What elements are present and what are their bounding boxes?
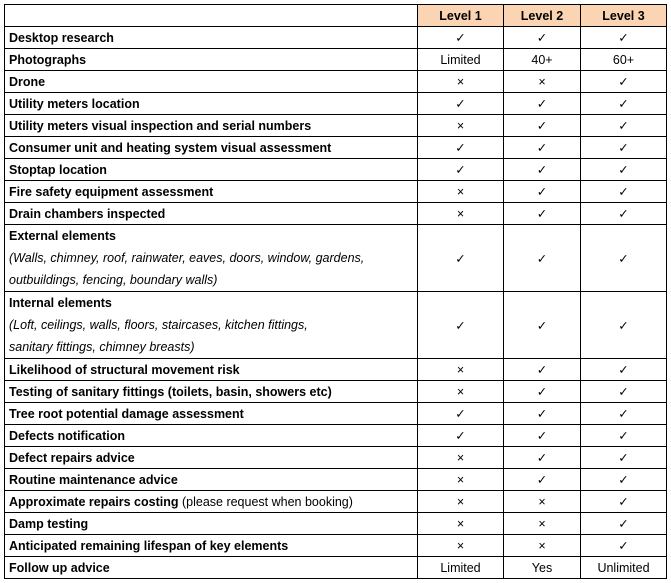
level-1-value: × bbox=[418, 359, 504, 381]
table-row bbox=[5, 137, 667, 159]
table-row bbox=[5, 535, 667, 557]
feature-label: Utility meters visual inspection and serial numbers bbox=[9, 118, 312, 133]
level-2-value: ✓ bbox=[504, 27, 581, 49]
level-1-value: ✓ bbox=[418, 27, 504, 49]
feature-detail-line: (Walls, chimney, roof, rainwater, eaves, doors, window, gardens, bbox=[9, 251, 365, 265]
feature-cell bbox=[5, 557, 418, 579]
table-row bbox=[5, 491, 667, 513]
level-2-value: × bbox=[504, 71, 581, 93]
level-2-value: × bbox=[504, 491, 581, 513]
level-3-value: ✓ bbox=[581, 225, 667, 292]
feature-label: Consumer unit and heating system visual assessment bbox=[9, 140, 332, 155]
feature-label: Follow up advice bbox=[9, 560, 110, 575]
table-row bbox=[5, 359, 667, 381]
level-3-value: Unlimited bbox=[581, 557, 667, 579]
table-row bbox=[5, 93, 667, 115]
table-row bbox=[5, 513, 667, 535]
level-3-value: ✓ bbox=[581, 292, 667, 359]
level-2-value: ✓ bbox=[504, 203, 581, 225]
level-2-value: ✓ bbox=[504, 447, 581, 469]
feature-cell bbox=[5, 137, 418, 159]
level-1-value: × bbox=[418, 513, 504, 535]
level-2-value: ✓ bbox=[504, 93, 581, 115]
level-2-value: ✓ bbox=[504, 181, 581, 203]
feature-cell bbox=[5, 225, 418, 292]
level-3-value: ✓ bbox=[581, 491, 667, 513]
feature-cell bbox=[5, 513, 418, 535]
feature-cell bbox=[5, 71, 418, 93]
feature-cell bbox=[5, 93, 418, 115]
feature-label: Defects notification bbox=[9, 428, 125, 443]
feature-label: Anticipated remaining lifespan of key elements bbox=[9, 538, 289, 553]
feature-cell bbox=[5, 535, 418, 557]
table-row bbox=[5, 381, 667, 403]
feature-label: Testing of sanitary fittings (toilets, basin, showers etc) bbox=[9, 384, 332, 399]
level-3-value: ✓ bbox=[581, 359, 667, 381]
level-1-value: ✓ bbox=[418, 225, 504, 292]
table-row bbox=[5, 27, 667, 49]
level-2-value: ✓ bbox=[504, 381, 581, 403]
feature-label: External elements bbox=[9, 229, 116, 243]
level-3-value: ✓ bbox=[581, 115, 667, 137]
feature-cell bbox=[5, 359, 418, 381]
feature-label: Desktop research bbox=[9, 30, 114, 45]
level-1-value: ✓ bbox=[418, 137, 504, 159]
level-3-value: ✓ bbox=[581, 181, 667, 203]
table-body bbox=[5, 27, 667, 579]
feature-label: Likelihood of structural movement risk bbox=[9, 362, 240, 377]
feature-cell bbox=[5, 27, 418, 49]
level-2-value: 40+ bbox=[504, 49, 581, 71]
feature-cell bbox=[5, 469, 418, 491]
level-3-value: ✓ bbox=[581, 425, 667, 447]
table-row bbox=[5, 469, 667, 491]
level-2-value: ✓ bbox=[504, 469, 581, 491]
feature-cell bbox=[5, 115, 418, 137]
level-1-value: ✓ bbox=[418, 292, 504, 359]
feature-cell bbox=[5, 292, 418, 359]
level-1-value: × bbox=[418, 491, 504, 513]
feature-label: Stoptap location bbox=[9, 162, 107, 177]
table-row bbox=[5, 115, 667, 137]
feature-cell bbox=[5, 49, 418, 71]
level-2-value: ✓ bbox=[504, 225, 581, 292]
level-2-value: Yes bbox=[504, 557, 581, 579]
feature-label: Routine maintenance advice bbox=[9, 472, 178, 487]
table-row bbox=[5, 225, 667, 292]
level-3-value: ✓ bbox=[581, 27, 667, 49]
feature-label: Defect repairs advice bbox=[9, 450, 135, 465]
feature-label: Fire safety equipment assessment bbox=[9, 184, 214, 199]
header-row bbox=[5, 5, 667, 27]
feature-cell bbox=[5, 181, 418, 203]
feature-label: Drone bbox=[9, 74, 46, 89]
level-3-value: ✓ bbox=[581, 203, 667, 225]
level-2-value: ✓ bbox=[504, 115, 581, 137]
feature-label: Internal elements bbox=[9, 296, 112, 310]
level-2-value: ✓ bbox=[504, 359, 581, 381]
level-3-value: ✓ bbox=[581, 513, 667, 535]
header-level-1: Level 1 bbox=[418, 5, 504, 27]
level-1-value: ✓ bbox=[418, 93, 504, 115]
level-3-value: ✓ bbox=[581, 535, 667, 557]
table-row bbox=[5, 403, 667, 425]
level-1-value: × bbox=[418, 115, 504, 137]
level-1-value: ✓ bbox=[418, 403, 504, 425]
level-1-value: × bbox=[418, 535, 504, 557]
level-3-value: ✓ bbox=[581, 71, 667, 93]
feature-label: Photographs bbox=[9, 52, 87, 67]
level-3-value: ✓ bbox=[581, 159, 667, 181]
survey-levels-comparison-table bbox=[4, 4, 667, 579]
feature-cell bbox=[5, 403, 418, 425]
level-2-value: ✓ bbox=[504, 137, 581, 159]
level-1-value: × bbox=[418, 71, 504, 93]
level-2-value: × bbox=[504, 513, 581, 535]
table-row bbox=[5, 181, 667, 203]
level-2-value: ✓ bbox=[504, 292, 581, 359]
level-2-value: ✓ bbox=[504, 159, 581, 181]
table-row bbox=[5, 49, 667, 71]
level-3-value: ✓ bbox=[581, 381, 667, 403]
table-row bbox=[5, 425, 667, 447]
table-row bbox=[5, 71, 667, 93]
table-row bbox=[5, 159, 667, 181]
feature-detail-line: (Loft, ceilings, walls, floors, staircases, kitchen fittings, bbox=[9, 318, 308, 332]
level-2-value: ✓ bbox=[504, 425, 581, 447]
level-3-value: ✓ bbox=[581, 403, 667, 425]
feature-detail-line: outbuildings, fencing, boundary walls) bbox=[9, 273, 218, 287]
feature-label: Tree root potential damage assessment bbox=[9, 406, 244, 421]
table-row bbox=[5, 292, 667, 359]
header-level-2: Level 2 bbox=[504, 5, 581, 27]
feature-cell bbox=[5, 381, 418, 403]
feature-label: Utility meters location bbox=[9, 96, 140, 111]
level-1-value: Limited bbox=[418, 557, 504, 579]
level-1-value: ✓ bbox=[418, 425, 504, 447]
header-corner-cell bbox=[5, 5, 418, 27]
level-1-value: × bbox=[418, 181, 504, 203]
table-row bbox=[5, 557, 667, 579]
table-row bbox=[5, 447, 667, 469]
feature-detail-line: sanitary fittings, chimney breasts) bbox=[9, 340, 195, 354]
level-1-value: × bbox=[418, 447, 504, 469]
feature-cell bbox=[5, 159, 418, 181]
level-1-value: ✓ bbox=[418, 159, 504, 181]
level-1-value: × bbox=[418, 381, 504, 403]
level-2-value: × bbox=[504, 535, 581, 557]
level-3-value: ✓ bbox=[581, 93, 667, 115]
level-3-value: 60+ bbox=[581, 49, 667, 71]
level-2-value: ✓ bbox=[504, 403, 581, 425]
header-level-3: Level 3 bbox=[581, 5, 667, 27]
feature-cell bbox=[5, 447, 418, 469]
level-3-value: ✓ bbox=[581, 469, 667, 491]
table-row bbox=[5, 203, 667, 225]
level-1-value: × bbox=[418, 469, 504, 491]
feature-cell bbox=[5, 203, 418, 225]
feature-note: (please request when booking) bbox=[178, 494, 353, 509]
feature-label: Damp testing bbox=[9, 516, 89, 531]
feature-label: Drain chambers inspected bbox=[9, 206, 166, 221]
feature-cell bbox=[5, 425, 418, 447]
level-1-value: Limited bbox=[418, 49, 504, 71]
level-1-value: × bbox=[418, 203, 504, 225]
feature-cell bbox=[5, 491, 418, 513]
feature-label: Approximate repairs costing bbox=[9, 494, 179, 509]
level-3-value: ✓ bbox=[581, 137, 667, 159]
level-3-value: ✓ bbox=[581, 447, 667, 469]
